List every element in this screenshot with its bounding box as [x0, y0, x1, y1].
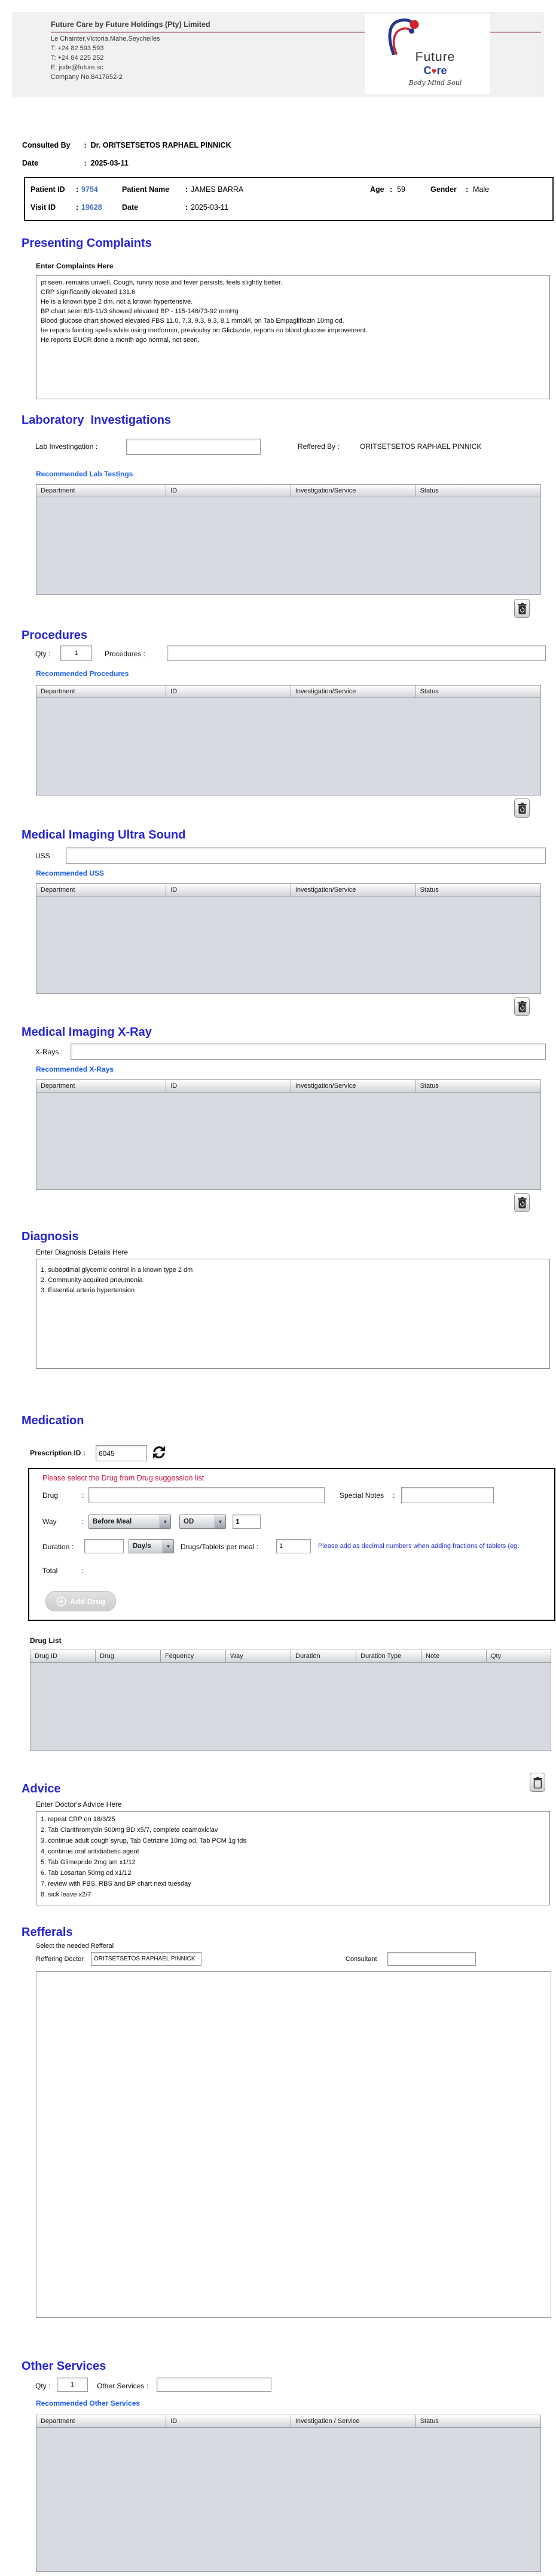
medication-entry-box: [28, 1468, 555, 1621]
uss-table-header: [36, 883, 541, 897]
trash-icon: [517, 1196, 528, 1210]
other-services-input[interactable]: [157, 2378, 271, 2392]
colon: :: [76, 203, 79, 212]
colon: :: [390, 185, 393, 194]
column-header: Duration: [291, 1650, 356, 1663]
trash-icon: [532, 1776, 543, 1789]
add-drug-label: Add Drug: [69, 1596, 106, 1606]
column-header: Department: [36, 883, 166, 897]
consultation-date-label: Date: [22, 159, 39, 167]
consultant-input[interactable]: [387, 1952, 476, 1966]
uss-table: [36, 883, 541, 994]
per-meal-input[interactable]: [276, 1539, 311, 1553]
uss-table-body: [36, 897, 541, 994]
chevron-down-icon: ▼: [160, 1515, 170, 1528]
frequency-select-value: OD: [184, 1518, 194, 1525]
duration-unit-select[interactable]: [129, 1539, 174, 1553]
other-services-table-header: [36, 2415, 541, 2428]
consultant-label: Consultant: [346, 1956, 377, 1963]
other-services-label: Other Services :: [97, 2382, 149, 2390]
advice-clear-button[interactable]: [530, 1773, 545, 1792]
lab-clear-button[interactable]: [514, 599, 530, 618]
gender-value: Male: [473, 185, 490, 194]
colon: :: [84, 159, 87, 167]
column-header: Qty: [486, 1650, 551, 1663]
column-header: Investigation/Service: [291, 685, 416, 698]
way-label: Way: [42, 1518, 57, 1526]
colon: :: [185, 185, 188, 194]
reffered-by-label: Reffered By :: [298, 442, 340, 451]
drug-list-body: [30, 1663, 551, 1751]
company-phone-1: T: +24 82 593 593: [51, 45, 104, 52]
refresh-icon: [151, 1444, 167, 1461]
lab-table-header: [36, 484, 541, 497]
colon: :: [84, 141, 87, 149]
uss-clear-button[interactable]: [514, 997, 530, 1016]
patient-id-value: 9754: [81, 185, 98, 194]
patient-name-value: JAMES BARRA: [191, 185, 244, 194]
colon: :: [82, 1567, 84, 1575]
other-services-table-body: [36, 2428, 541, 2572]
section-title-refferals: Refferals: [22, 1926, 73, 1939]
consulted-by-label: Consulted By: [22, 141, 71, 149]
column-header: Department: [36, 2415, 166, 2428]
consulted-by-row: [22, 141, 231, 149]
section-title-procedures: Procedures: [22, 629, 88, 642]
procedures-qty-label: Qty :: [35, 650, 51, 658]
consultation-date-value: 2025-03-11: [90, 159, 129, 167]
patient-id-label: Patient ID: [30, 185, 65, 194]
column-header: Investigation/Service: [291, 883, 416, 897]
gender-label: Gender: [430, 185, 457, 194]
section-title-medication: Medication: [22, 1414, 84, 1427]
heart-icon: ♥: [431, 66, 437, 77]
way-select-value: Before Meal: [93, 1518, 132, 1525]
column-header: ID: [166, 685, 291, 698]
drug-list-table: [30, 1650, 551, 1751]
column-header: ID: [166, 2415, 291, 2428]
refferal-select-label: Select the needed Refferal: [36, 1942, 114, 1950]
column-header: Status: [416, 484, 541, 497]
way-qty-input[interactable]: [233, 1515, 261, 1529]
column-header: ID: [166, 484, 291, 497]
other-qty-input[interactable]: [57, 2378, 88, 2392]
recommended-lab-link[interactable]: Recommended Lab Testings: [36, 470, 133, 478]
duration-unit-value: Day/s: [133, 1543, 151, 1550]
procedures-qty-input[interactable]: [60, 645, 92, 661]
column-header: Drug: [95, 1650, 160, 1663]
xray-table-body: [36, 1093, 541, 1190]
column-header: Investigation/Service: [291, 484, 416, 497]
logo-tagline: Body Mind Soul: [408, 79, 462, 87]
refferal-list-box: [36, 1971, 551, 2318]
procedures-label: Procedures :: [105, 650, 146, 658]
company-name: Future Care by Future Holdings (Pty) Limited: [51, 20, 210, 29]
reffering-doctor-label: Reffering Doctor: [36, 1956, 84, 1963]
section-title-ultrasound: Medical Imaging Ultra Sound: [22, 828, 186, 842]
special-notes-label: Special Notes: [340, 1491, 384, 1500]
section-title-xray: Medical Imaging X-Ray: [22, 1026, 152, 1039]
column-header: Note: [421, 1650, 486, 1663]
visit-id-value: 19628: [81, 203, 102, 212]
visit-date-value: 2025-03-11: [191, 203, 229, 212]
column-header: Status: [416, 883, 541, 897]
consultation-date-row: [22, 159, 129, 167]
complaints-textarea[interactable]: [36, 275, 550, 399]
logo-care-pre: C: [423, 65, 432, 77]
colon: :: [82, 1518, 84, 1526]
column-header: Status: [416, 685, 541, 698]
column-header: Status: [416, 2415, 541, 2428]
fraction-note: Please add as decimal numbers when adding fractions of tablets (eg:: [318, 1543, 520, 1550]
special-notes-input[interactable]: [401, 1487, 494, 1503]
company-number: Company No.8417652-2: [51, 74, 123, 81]
way-select[interactable]: [88, 1515, 171, 1529]
lab-investigation-label: Lab Investingation :: [35, 442, 98, 451]
xray-input[interactable]: [71, 1044, 546, 1060]
frequency-select[interactable]: [179, 1515, 226, 1529]
section-title-diagnosis: Diagnosis: [22, 1230, 79, 1243]
recommended-xray-link[interactable]: Recommended X-Rays: [36, 1065, 114, 1073]
section-title-advice: Advice: [22, 1782, 61, 1795]
colon: :: [466, 185, 469, 194]
drug-list-header: [30, 1650, 551, 1663]
reffered-by-value: ORITSETSETOS RAPHAEL PINNICK: [360, 442, 482, 451]
recommended-other-services-link[interactable]: Recommended Other Services: [36, 2399, 140, 2407]
prescription-id-label: Prescription ID :: [30, 1449, 85, 1457]
drug-suggestion-warning: Please select the Drug from Drug suggession list: [42, 1474, 204, 1482]
trash-icon: [517, 602, 528, 616]
column-header: Drug ID: [30, 1650, 95, 1663]
consulted-by-value: Dr. ORITSETSETOS RAPHAEL PINNICK: [90, 141, 231, 149]
procedures-table: [36, 685, 541, 796]
company-address: Le Chainter,Victoria,Mahe,Seychelles: [51, 35, 160, 42]
reffering-doctor-input[interactable]: [91, 1952, 201, 1966]
logo-care-post: re: [436, 65, 447, 77]
lab-investigation-input[interactable]: [126, 439, 261, 455]
lab-table: [36, 484, 541, 595]
duration-label: Duration :: [42, 1543, 74, 1551]
procedures-table-body: [36, 698, 541, 796]
drug-list-label: Drug List: [30, 1636, 62, 1645]
procedures-clear-button[interactable]: [514, 799, 530, 818]
column-header: Department: [36, 484, 166, 497]
prescription-refresh-button[interactable]: [151, 1444, 167, 1461]
logo-word-care: [399, 65, 471, 77]
column-header: Status: [416, 1079, 541, 1093]
chevron-down-icon: ▼: [215, 1515, 225, 1528]
xray-table-header: [36, 1079, 541, 1093]
company-logo: [365, 14, 490, 94]
visit-date-label: Date: [122, 203, 139, 212]
add-drug-button[interactable]: [45, 1591, 116, 1611]
total-label: Total: [42, 1567, 58, 1575]
trash-icon: [517, 1000, 528, 1014]
other-services-table: [36, 2415, 541, 2572]
company-phone-2: T: +24 84 225 252: [51, 54, 104, 62]
uss-input[interactable]: [66, 848, 546, 864]
section-title-laboratory: Laboratory Investigations: [22, 414, 172, 427]
complaints-label: Enter Complaints Here: [36, 262, 114, 270]
column-header: Investigation / Service: [291, 2415, 416, 2428]
column-header: Way: [225, 1650, 291, 1663]
section-title-other-services: Other Services: [22, 2360, 106, 2373]
colon: :: [185, 203, 188, 212]
drug-input[interactable]: [88, 1487, 325, 1503]
column-header: ID: [166, 883, 291, 897]
section-title-presenting-complaints: Presenting Complaints: [22, 237, 152, 250]
diagnosis-textarea[interactable]: [36, 1259, 550, 1369]
advice-label: Enter Doctor's Advice Here: [36, 1800, 122, 1809]
uss-label: USS :: [35, 852, 54, 860]
drug-label: Drug: [42, 1491, 59, 1500]
colon: :: [82, 1491, 84, 1500]
colon: :: [76, 185, 79, 194]
patient-name-label: Patient Name: [122, 185, 170, 194]
diagnosis-label: Enter Diagnosis Details Here: [36, 1248, 129, 1256]
recommended-procedures-link[interactable]: Recommended Procedures: [36, 669, 129, 678]
logo-f-icon: [383, 16, 422, 55]
duration-input[interactable]: [84, 1539, 124, 1553]
prescription-id-input[interactable]: [96, 1445, 147, 1461]
procedures-input[interactable]: [167, 645, 546, 661]
recommended-uss-link[interactable]: Recommended USS: [36, 869, 105, 877]
company-header: [12, 12, 544, 97]
chevron-down-icon: ▼: [163, 1540, 173, 1553]
column-header: Fequency: [160, 1650, 225, 1663]
lab-table-body: [36, 497, 541, 595]
column-header: ID: [166, 1079, 291, 1093]
age-value: 59: [397, 185, 405, 194]
xray-label: X-Rays :: [35, 1048, 63, 1056]
procedures-table-header: [36, 685, 541, 698]
column-header: Department: [36, 685, 166, 698]
other-qty-label: Qty :: [35, 2382, 51, 2390]
column-header: Department: [36, 1079, 166, 1093]
column-header: Duration Type: [356, 1650, 421, 1663]
visit-id-label: Visit ID: [30, 203, 56, 212]
logo-word-future: Future: [415, 50, 456, 64]
column-header: Investigation/Service: [291, 1079, 416, 1093]
trash-icon: [517, 801, 528, 815]
company-email: E: jude@future.sc: [51, 64, 103, 71]
add-icon: [56, 1596, 66, 1607]
per-meal-label: Drugs/Tablets per meal :: [181, 1543, 259, 1551]
patient-info-box: [24, 177, 554, 221]
advice-textarea[interactable]: [36, 1811, 550, 1905]
age-label: Age: [370, 185, 384, 194]
xray-clear-button[interactable]: [514, 1193, 530, 1212]
xray-table: [36, 1079, 541, 1190]
colon: :: [393, 1491, 395, 1500]
